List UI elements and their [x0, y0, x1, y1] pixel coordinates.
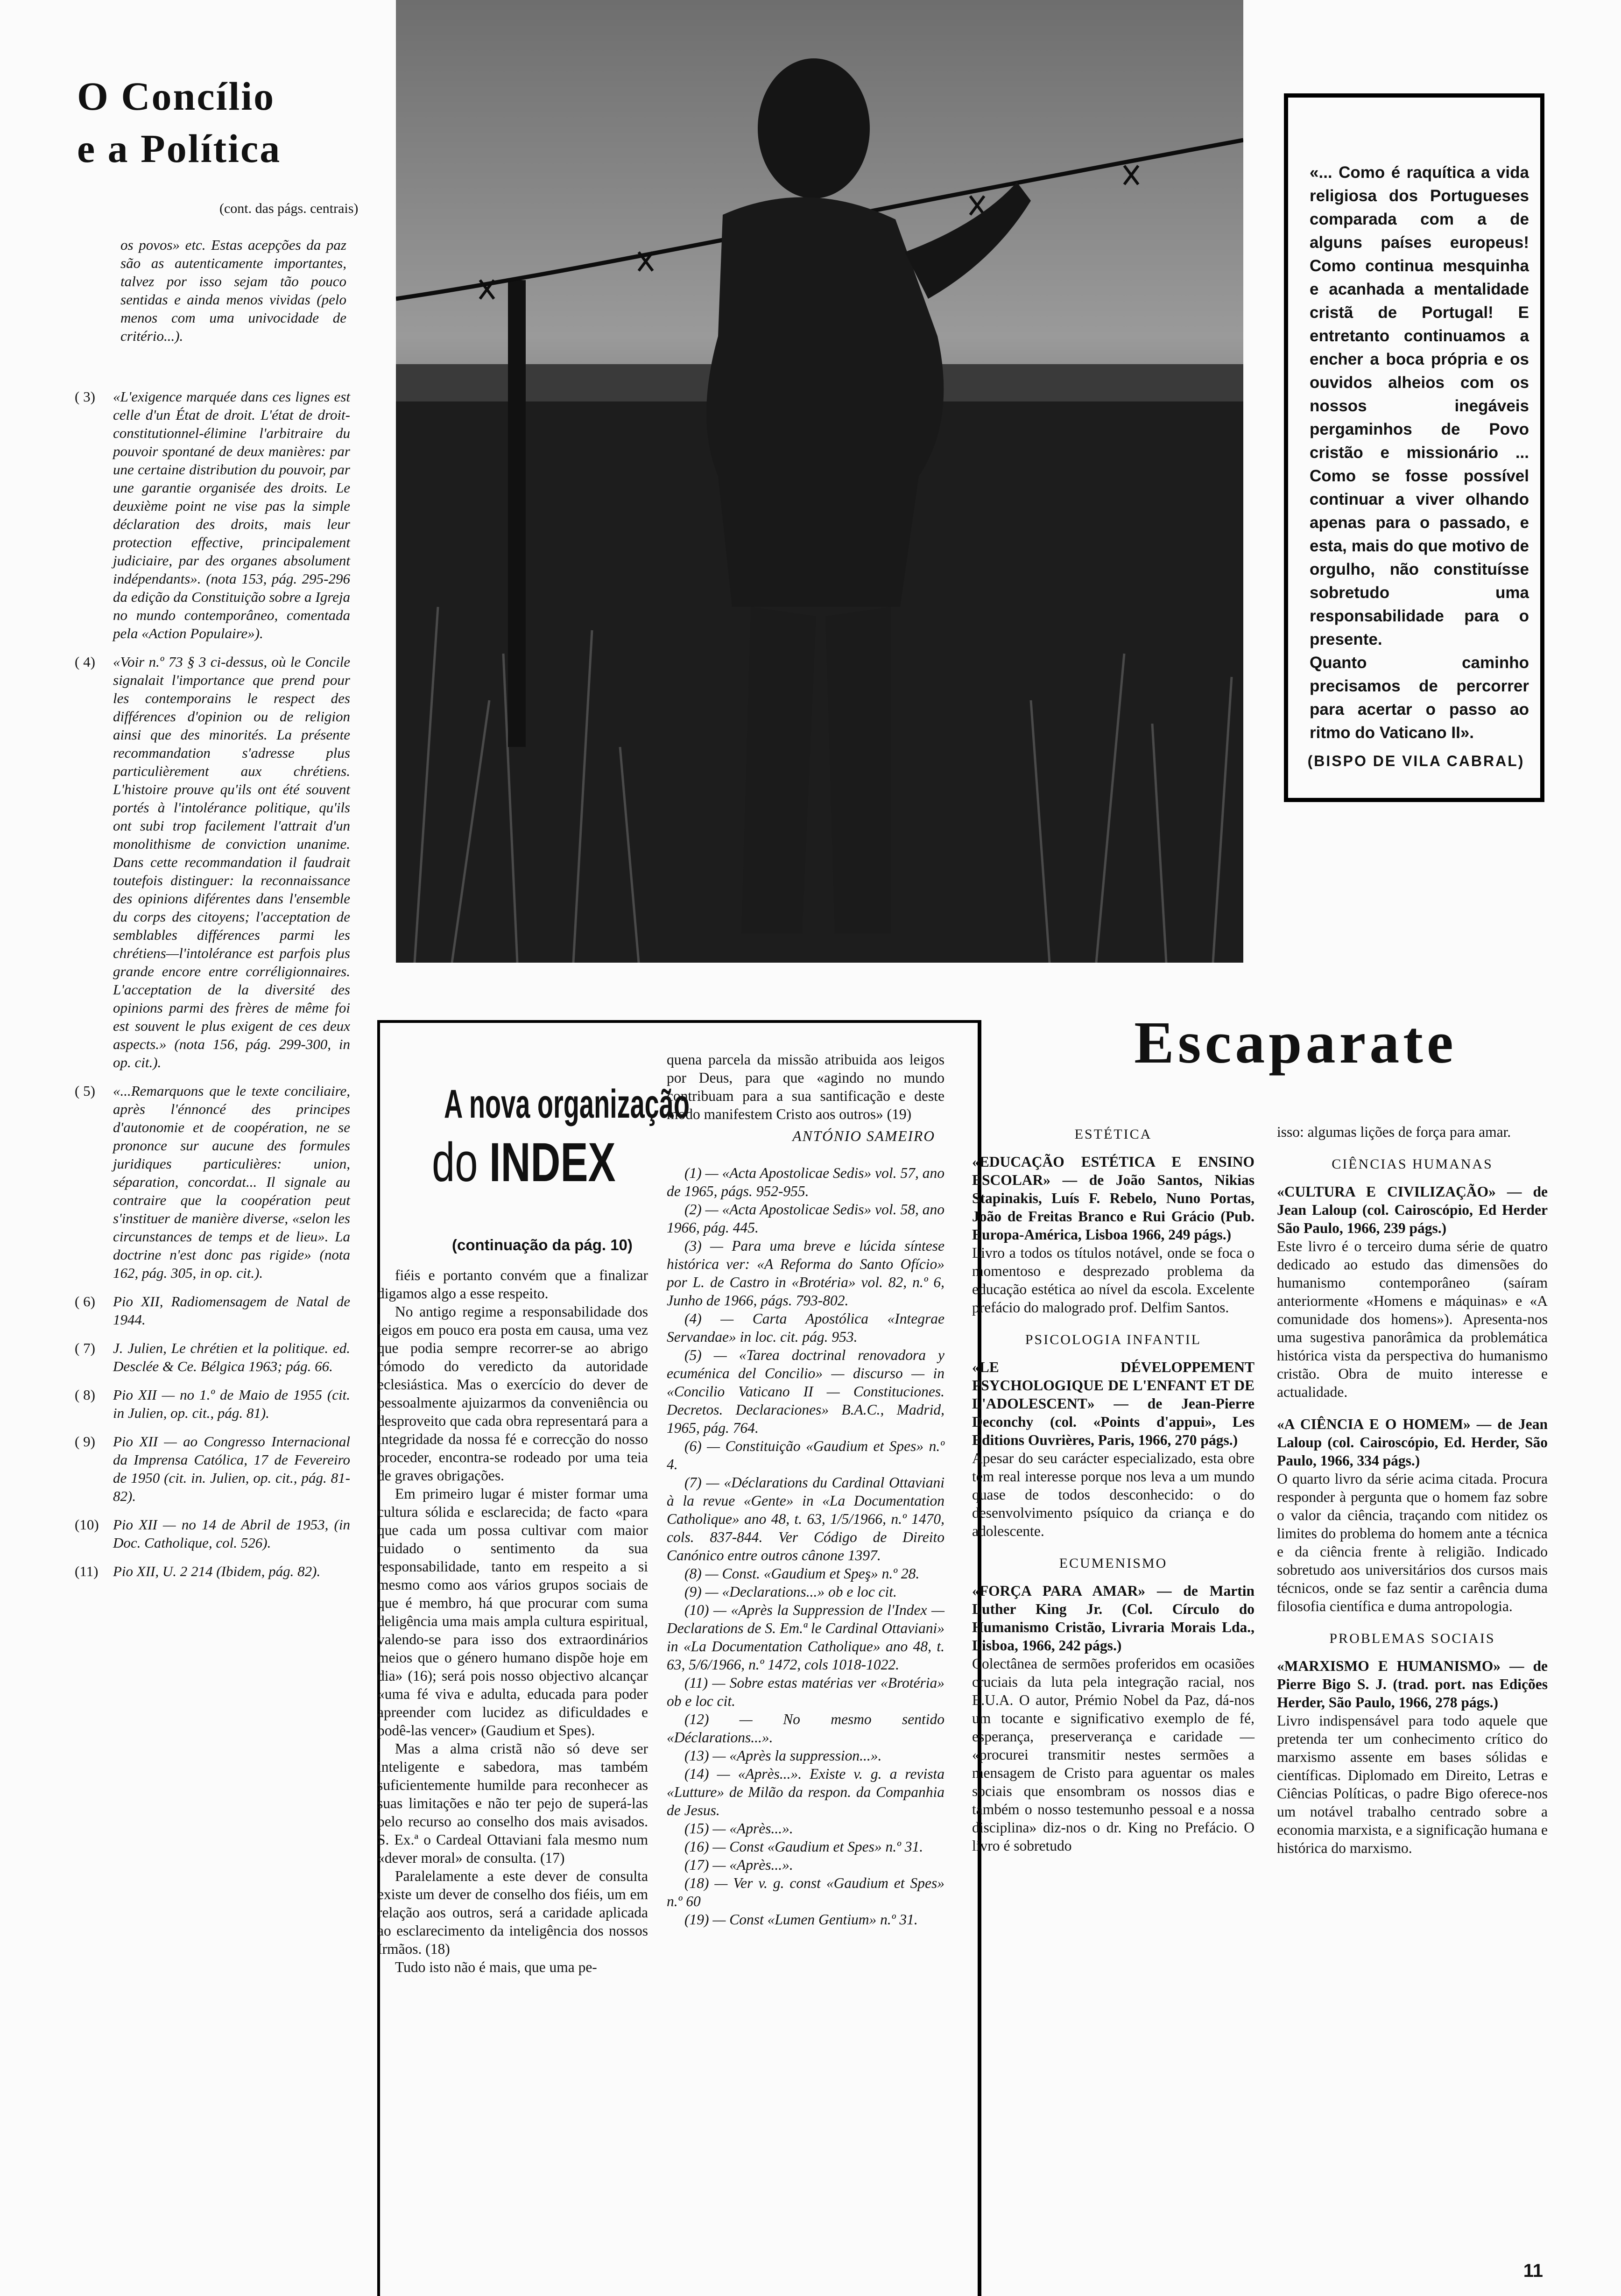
- footnote: [75, 1082, 350, 1282]
- book-title: «CULTURA E CIVILIZAÇÃO» — de Jean Laloup (col. Cairoscópio, Ed Herder São Paulo, 1966, 239 págs.): [1277, 1183, 1548, 1236]
- index-article-author: ANTÓNIO SAMEIRO: [792, 1128, 935, 1144]
- reference-note: (11) — Sobre estas matérias ver «Brotéria» ob e loc cit.: [667, 1675, 944, 1709]
- reference-note: (16) — Const «Gaudium et Spes» n.º 31.: [684, 1838, 923, 1855]
- index-title-line1: A nova organização: [444, 1082, 690, 1127]
- footnote: [75, 1515, 350, 1552]
- index-title-do: do: [432, 1132, 478, 1193]
- book-review: [1277, 1415, 1548, 1615]
- footnote-text: Pio XII — ao Congresso Internacional da Imprensa Católica, 17 de Fevereiro de 1950 (cit. in. Julien, op. cit., pág. 81-82).: [113, 1433, 350, 1504]
- book-review-text: Apesar do seu carácter especializado, esta obre tem real interesse porque nos leva a um mundo quase de todos desconhecido: o do desenvolvimento psíquico da criança e do adolescente.: [972, 1450, 1255, 1539]
- escaparate-title: Escaparate: [1134, 1009, 1457, 1076]
- review-section-heading: PROBLEMAS SOCIAIS: [1329, 1631, 1495, 1646]
- footnote: [75, 1292, 350, 1329]
- footnote: [75, 387, 350, 642]
- reference-note: (4) — Carta Apostólica «Integrae Servandae» in loc. cit. pág. 953.: [667, 1310, 944, 1345]
- concilio-continuation-note: (cont. das págs. centrais): [219, 201, 359, 216]
- footnote-number: ( 7): [75, 1340, 95, 1356]
- book-review: [972, 1358, 1255, 1540]
- reference-note: (18) — Ver v. g. const «Gaudium et Spes» n.º 60: [667, 1875, 944, 1909]
- review-section-heading: ECUMENISMO: [1059, 1556, 1168, 1571]
- book-review-text: Livro a todos os títulos notável, onde se foca o momentoso e desprezado problema da educação estética ao nível da escola. Excelente prefácio do malogrado prof. Delfim Santos.: [972, 1245, 1255, 1316]
- review-section-heading: CIÊNCIAS HUMANAS: [1332, 1156, 1493, 1172]
- book-review: [972, 1582, 1255, 1855]
- footnote-number: ( 6): [75, 1293, 95, 1310]
- index-paragraph: No antigo regime a responsabilidade dos leigos em pouco era posta em causa, uma vez que podia sempre recorrer-se ao abrigo cómodo do veredicto da autoridade eclesiástica. Mas o exercício do dever de pessoalmente ajuizarmos da conveniência ou desproveito que cada obra representará para a integridade da nossa fé e correcção do nosso proceder, encontra-se rodeado por uma teia de graves obrigações.: [377, 1303, 648, 1484]
- book-review-text: Este livro é o terceiro duma série de quatro dedicado ao estudo das dimensões do humanismo contemporâneo (saíram anteriormente «Homens e máquinas» e «A comunidade dos homens»). Apresenta-nos uma sugestiva panorâmica da problemática histórica vista da perspectiva do humanismo cristão. Obra de muito interesse e actualidade.: [1277, 1238, 1548, 1400]
- concilio-title: [77, 70, 338, 175]
- footnote-number: (10): [75, 1516, 99, 1533]
- bishop-quote-signature: (BISPO DE VILA CABRAL): [1307, 753, 1525, 769]
- reference-note: (6) — Constituição «Gaudium et Spes» n.º 4.: [667, 1438, 944, 1472]
- index-paragraph: fiéis e portanto convém que a finalizar digamos algo a esse respeito.: [377, 1267, 648, 1302]
- reference-note: (10) — «Après la Suppression de l'Index — Declarations de S. Em.ª le Cardinal Ottaviani» in «La Documentation Catholique» ano 48, t. 63, 5/6/1966, n.º 1472, cols 1018-1022.: [667, 1602, 944, 1673]
- footnote-text: Pio XII, Radiomensagem de Natal de 1944.: [113, 1293, 350, 1328]
- reference-note: (2) — «Acta Apostolicae Sedis» vol. 58, ano 1966, pág. 445.: [667, 1201, 944, 1236]
- book-review-text: O quarto livro da série acima citada. Procura responder à pergunta que o homem faz sobre o valor da ciência, traçando com nitidez os limites do problema do homem ante a técnica e da ciência frente à religião. Indicado sobretudo aos universitários dos cursos mais técnicos, onde se faz sentir a carência duma filosofia científica e duma antropologia.: [1277, 1471, 1548, 1614]
- reference-note: (1) — «Acta Apostolicae Sedis» vol. 57, ano de 1965, págs. 952-955.: [667, 1165, 944, 1199]
- book-review: [972, 1153, 1255, 1317]
- photo-illustration: [396, 0, 1243, 963]
- footnote-number: ( 3): [75, 388, 95, 405]
- footnote: [75, 1339, 350, 1375]
- reference-note: (17) — «Après...».: [684, 1857, 793, 1873]
- footnote-text: J. Julien, Le chrétien et la politique. ed. Desclée & Ce. Bélgica 1963; pág. 66.: [113, 1340, 350, 1374]
- index-continuation-note: (continuação da pág. 10): [452, 1236, 633, 1254]
- review-section-heading: PSICOLOGIA INFANTIL: [1025, 1332, 1202, 1347]
- reference-note: (14) — «Après...». Existe v. g. a revista «Lutture» de Milão da respon. da Companhia de Jesus.: [667, 1766, 944, 1818]
- bishop-quote-text: «... Como é raquítica a vida religiosa dos Portugueses comparada com a de alguns países europeus! Como continua mesquinha e acanhada a mentalidade cristã de Portugal! E entretanto continuamos a encher a boca própria e os ouvidos alheios com os nossos inegáveis pergaminhos de Povo cristão e missionário ... Como se fosse possível continuar a viver olhando apenas para o passado, e esta, mais do que motivo de orgulho, não constituísse sobretudo uma responsabilidade para o presente. Quanto caminho precisamos de percorrer para acertar o passo ao ritmo do Vaticano II».: [1310, 163, 1529, 742]
- footnote-number: ( 4): [75, 654, 95, 670]
- index-title-line2: [432, 1130, 614, 1195]
- footnote-number: ( 9): [75, 1433, 95, 1450]
- footnote-number: (11): [75, 1563, 99, 1579]
- footnote-number: ( 8): [75, 1387, 95, 1403]
- reference-note: (8) — Const. «Gaudium et Speş» n.º 28.: [684, 1565, 920, 1582]
- footnote: [75, 1386, 350, 1422]
- concilio-title-line1: O Concílio: [77, 74, 275, 119]
- book-review: [1277, 1657, 1548, 1857]
- footnote: [75, 653, 350, 1071]
- reference-note: (3) — Para uma breve e lúcida síntese histórica ver: «A Reforma do Santo Ofício» por L. de Castro in «Brotéria» vol. 82, n.º 6, Junho de 1966, págs. 793-802.: [667, 1238, 944, 1309]
- page-number: 11: [1523, 2261, 1543, 2281]
- index-article-title: [402, 1078, 690, 1195]
- reference-note: (5) — «Tarea doctrinal renovadora y ecuménica del Concilio» — discurso — in «Concilio Vaticano II — Constituciones. Decretos. Declaraciones» B.A.C., Madrid, 1965, pág. 764.: [667, 1347, 944, 1436]
- footnote: [75, 1562, 350, 1580]
- concilio-intro-text: os povos» etc. Estas acepções da paz são as autenticamente importantes, talvez por isso sejam tão pouco sentidas e ainda menos vividas (pelo menos com uma univocidade de critério...).: [120, 237, 346, 344]
- book-title: «LE DÉVELOPPEMENT PSYCHOLOGIQUE DE L'ENFANT ET DE L'ADOLESCENT» — de Jean-Pierre Deconchy (col. «Points d'appui», Les Editions Ouvrières, Paris, 1966, 270 págs.): [972, 1359, 1255, 1448]
- concilio-footnotes: [75, 387, 350, 1591]
- reference-note: (7) — «Déclarations du Cardinal Ottaviani à la revue «Gente» in «La Documentation Catholique» ano 48, t. 63, 1/5/1966, n.º 1470, cols. 837-844. Ver Código de Direito Canónico entre outros cânone 1397.: [667, 1474, 944, 1564]
- footnote-text: «L'exigence marquée dans ces lignes est celle d'un État de droit. L'état de droit-constitutionnel-élimine l'arbitraire du pouvoir spontané de deux manières: par une certaine distribution du pouvoir, par une garantie organisée des droits. Le deuxième point ne vise pas la simple déclaration des droits, mais leur protection effective, principalement judiciaire, par des organes absolument indépendants». (nota 153, pág. 295-296 da edição da Constituição sobre a Igreja no mundo contemporâneo, comentada pela «Action Populaire»).: [113, 388, 350, 641]
- concilio-title-line2: e a Política: [77, 126, 282, 171]
- footnote-text: Pio XII — no 14 de Abril de 1953, (in Doc. Catholique, col. 526).: [113, 1516, 350, 1551]
- index-paragraph: Paralelamente a este dever de consulta existe um dever de conselho dos fiéis, um em relação aos outros, será a caridade aplicada ao esclarecimento da inteligência dos nossos Irmãos. (18): [377, 1868, 648, 1957]
- index-paragraph: Em primeiro lugar é mister formar uma cultura sólida e esclarecida; de facto «para que cada um possa cultivar com maior cuidado o sentimento da sua responsabilidade, tanto em respeito a si mesmo como aos vários grupos sociais de que é membro, há que procurar com suma deligência uma mais ampla cultura espiritual, valendo-se para isso dos extraordinários meios que o género humano dispõe hoje em dia» (16); será pois nosso objectivo alcançar «uma fé viva e adulta, educada para poder apreender com lucidez as dificuldades e podê-las vencer» (Gaudium et Spes).: [377, 1486, 648, 1739]
- book-title: «FORÇA PARA AMAR» — de Martin Luther King Jr. (Col. Círculo do Humanismo Cristão, Livraria Morais Lda., Lisboa, 1966, 242 págs.): [972, 1583, 1255, 1654]
- footnote-number: ( 5): [75, 1083, 95, 1099]
- index-article-references: [667, 1164, 944, 1929]
- book-review: [1277, 1183, 1548, 1401]
- review-section-heading: ESTÉTICA: [1074, 1127, 1152, 1142]
- index-article-closing: quena parcela da missão atribuida aos leigos por Deus, para que «agindo no mundo contribuam para a sua santificação e deste modo manifestem Cristo aos outros» (19): [667, 1051, 944, 1122]
- index-article-right-column: [667, 1050, 944, 1929]
- reference-note: (12) — No mesmo sentido «Déclarations...».: [667, 1711, 944, 1746]
- index-title-index: INDEX: [489, 1132, 616, 1193]
- escaparate-column-2: [1277, 1123, 1548, 1871]
- index-paragraph: Mas a alma cristã não só deve ser inteligente e sabedora, mas também suficientemente humilde para reconhecer as suas limitações e não ter pejo de superá-las pelo recurso ao conselho dos mais avisados. S. Ex.ª o Cardeal Ottaviani fala mesmo num «dever moral» de consulta. (17): [377, 1740, 648, 1866]
- escaparate-col2-intro: isso: algumas lições de força para amar.: [1277, 1124, 1511, 1140]
- footnote: [75, 1432, 350, 1505]
- escaparate-column-1: [972, 1125, 1255, 1869]
- book-title: «MARXISMO E HUMANISMO» — de Pierre Bigo S. J. (trad. port. nas Edições Herder, São Paulo, 1966, 278 págs.): [1277, 1658, 1548, 1711]
- book-title: «EDUCAÇÃO ESTÉTICA E ENSINO ESCOLAR» — de João Santos, Nikias Stapinakis, Luís F. Rebelo, Nuno Portas, João de Freitas Branco e Rui Grácio (Pub. Europa-América, Lisboa 1966, 249 págs.): [972, 1154, 1255, 1243]
- book-review-text: Colectânea de sermões proferidos em ocasiões cruciais da luta pela integração racial, nos E.U.A. O autor, Prémio Nobel da Paz, dá-nos um tocante e significativo exemplo de fé, esperança, preserverança e caridade — «procurei transmitir nestes sermões a mensagem de Cristo para aguentar os males sociais que ensombram os nossos dias e também o nosso testemunho pessoal e a nossa disciplina» diz-nos o dr. King no Prefácio. O livro é sobretudo: [972, 1655, 1255, 1854]
- reference-note: (13) — «Après la suppression...».: [684, 1747, 882, 1764]
- boy-at-barbed-wire-photo: [396, 0, 1243, 963]
- reference-note: (19) — Const «Lumen Gentium» n.º 31.: [684, 1911, 918, 1928]
- footnote-text: Pio XII, U. 2 214 (Ibidem, pág. 82).: [113, 1563, 321, 1579]
- footnote-text: «...Remarquons que le texte conciliaire, après l'énnoncé des principes d'autonomie et de coopération, ne se prononce sur aucune des formules juridiques particulières: union, séparation, concordat... Il signale au contraire que la coopération peut s'instituer de manière diverse, «selon les circunstances de temps et de lieu». La doctrine n'est donc pas rigide» (nota 162, pág. 305, in op. cit.).: [113, 1083, 350, 1281]
- footnote-text: «Voir n.º 73 § 3 ci-dessus, où le Concile signalait l'importance que prend pour les contemporains le respect des différences d'opinion ou de religion ainsi que des minorités. La présente recommandation s'adresse plus particulièrement aux chrétiens. L'histoire prouve qu'ils ont été souvent portés à l'intolérance politique, qu'ils ont subi trop facilement l'attrait d'un monolithisme de conviction unanime. Dans cette recommandation il faudrait toutefois distinguer: la reconnaissance des opinions diférentes dans l'ensemble du corps des citoyens; l'acceptation de semblables différences parmi les chrétiens—l'intolérance est parfois plus grande encore entre corréligionnaires. L'acceptation de la diversité des opinions parmi des frères de même foi est souvent le plus exigent de ces deux aspects.» (nota 156, pág. 299-300, in op. cit.).: [113, 654, 350, 1071]
- book-review-text: Livro indispensável para todo aquele que pretenda ter um conhecimento crítico do marxismo assente em bases sólidas e científicas. Diplomado em Direito, Letras e Ciências Políticas, o padre Bigo oferece-nos um notável trabalho centrado sobre a economia marxista, e a significação humana e histórica do marxismo.: [1277, 1712, 1548, 1856]
- reference-note: (9) — «Declarations...» ob e loc cit.: [684, 1584, 897, 1600]
- footnote-text: Pio XII — no 1.º de Maio de 1955 (cit. in Julien, op. cit., pág. 81).: [113, 1387, 350, 1421]
- index-article-body: [377, 1266, 648, 1976]
- book-title: «A CIÊNCIA E O HOMEM» — de Jean Laloup (col. Cairoscópio, Ed. Herder, São Paulo, 1966, 334 págs.): [1277, 1416, 1548, 1469]
- reference-note: (15) — «Après...».: [684, 1820, 793, 1837]
- index-paragraph: Tudo isto não é mais, que uma pe-: [395, 1959, 597, 1975]
